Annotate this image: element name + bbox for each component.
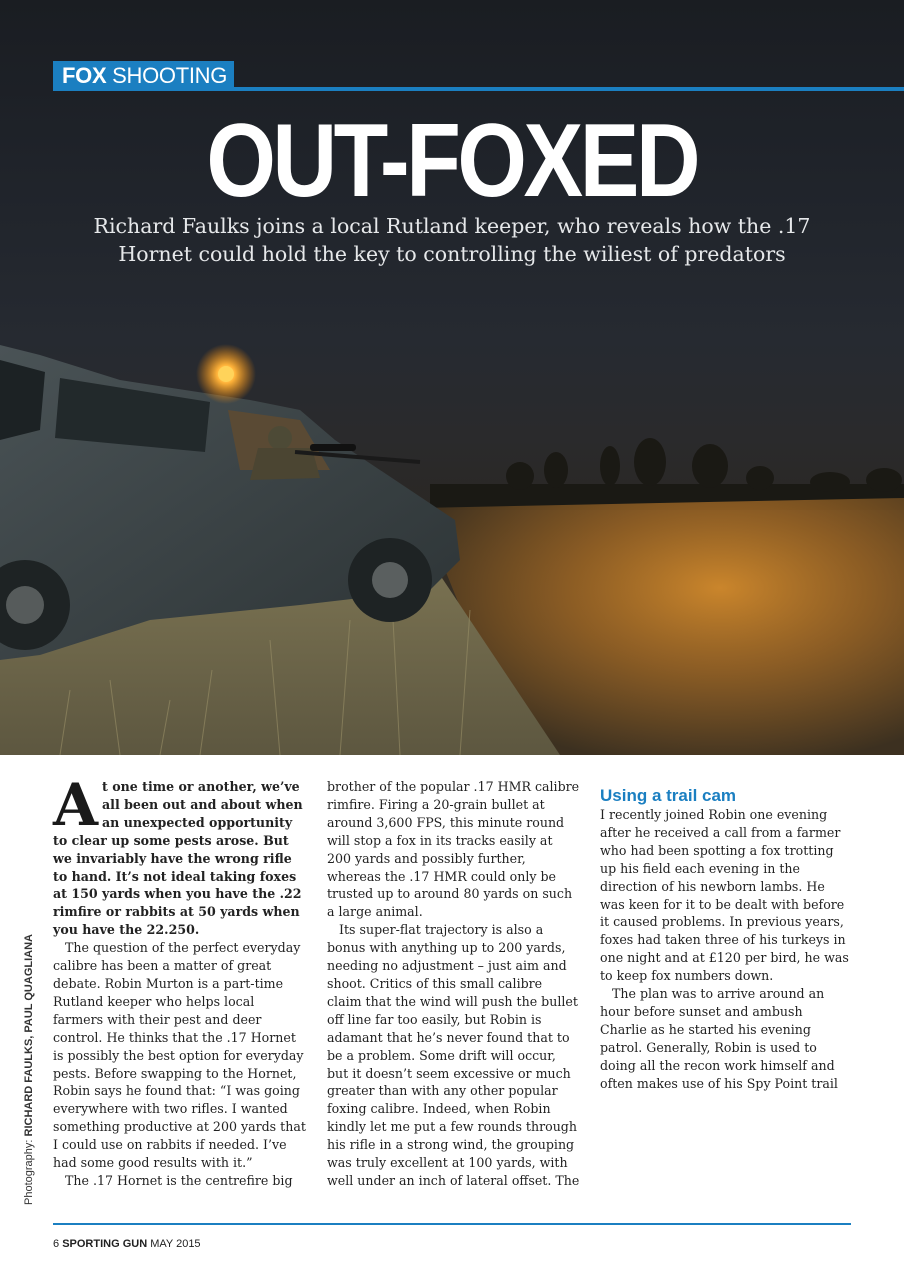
standfirst: Richard Faulks joins a local Rutland keeper, who reveals how the .17 Hornet could hold the key to controlling the wiliest of predators [93, 214, 811, 266]
footer-rule [53, 1223, 851, 1225]
dropcap: A [53, 771, 99, 839]
body-paragraph: brother of the popular .17 HMR calibre rimfire. Firing a 20-grain bullet at around 3,600 FPS, this minute round will stop a fox in its tracks easily at 200 yards and possibly further, whereas the .17 HMR could only be trusted up to around 80 yards on such a large animal. [327, 779, 580, 920]
intro-paragraph [53, 771, 306, 939]
article-column-3 [600, 778, 853, 1093]
photo-credit-names: RICHARD FAULKS, PAUL QUAGLIANA [23, 934, 35, 1137]
issue-date: MAY 2015 [150, 1238, 201, 1250]
page-footer [53, 1238, 201, 1250]
section-label-bold: FOX [62, 63, 107, 88]
article-column-1 [53, 771, 306, 1190]
magazine-name: SPORTING GUN [62, 1238, 148, 1250]
page-number: 6 [53, 1238, 60, 1250]
body-paragraph: The .17 Hornet is the centrefire big [65, 1172, 293, 1188]
section-label [53, 61, 234, 91]
body-paragraph: The plan was to arrive around an hour before sunset and ambush Charlie as he started his evening patrol. Generally, Robin is used to doing all the recon work himself and often makes use of his Spy Point trail [600, 986, 838, 1091]
body-paragraph: Its super-flat trajectory is also a bonus with anything up to 200 yards, needing no adjustment – just aim and shoot. Critics of this small calibre claim that the wind will push the bullet off line far too easily, but Robin is adamant that he’s never found that to be a problem. Some drift will occur, but it doesn’t seem excessive or much greater than with any other popular foxing calibre. Indeed, when Robin kindly let me put a few rounds through his rifle in a strong wind, the grouping was truly excellent at 100 yards, with well under an inch of lateral offset. The [327, 922, 580, 1188]
section-label-light: SHOOTING [112, 63, 228, 88]
section-rule [234, 87, 904, 91]
subhead: Using a trail cam [600, 786, 737, 805]
body-paragraph: I recently joined Robin one evening after he received a call from a farmer who had been spotting a fox trotting up his field each evening in the direction of his newborn lambs. He was keen for it to be dealt with before it caused problems. In previous years, foxes had taken three of his turkeys in one night and at £120 per bird, he was to keep fox numbers down. [600, 807, 849, 984]
headline: OUT-FOXED [206, 103, 698, 219]
photo-credit [23, 934, 35, 1205]
article-column-2 [327, 778, 580, 1190]
body-paragraph: The question of the perfect everyday calibre has been a matter of great debate. Robin Murton is a part-time Rutland keeper who helps local farmers with their pest and deer control. He thinks that the .17 Hornet is possibly the best option for everyday pests. Before swapping to the Hornet, Robin says he found that: “I was going everywhere with two rifles. I wanted something productive at 200 yards that I could use on rabbits if needed. I’ve had some good results with it.” [53, 940, 306, 1171]
photo-credit-label: Photography: [23, 1136, 35, 1205]
intro-text: t one time or another, we’ve all been out and about when an unexpected opportunity to clear up some pests arose. But we invariably have the wrong rifle to hand. It’s not ideal taking foxes at 150 yards when you have the .22 rimfire or rabbits at 50 yards when you have the 22.250. [53, 779, 303, 938]
tree-line [430, 438, 904, 510]
